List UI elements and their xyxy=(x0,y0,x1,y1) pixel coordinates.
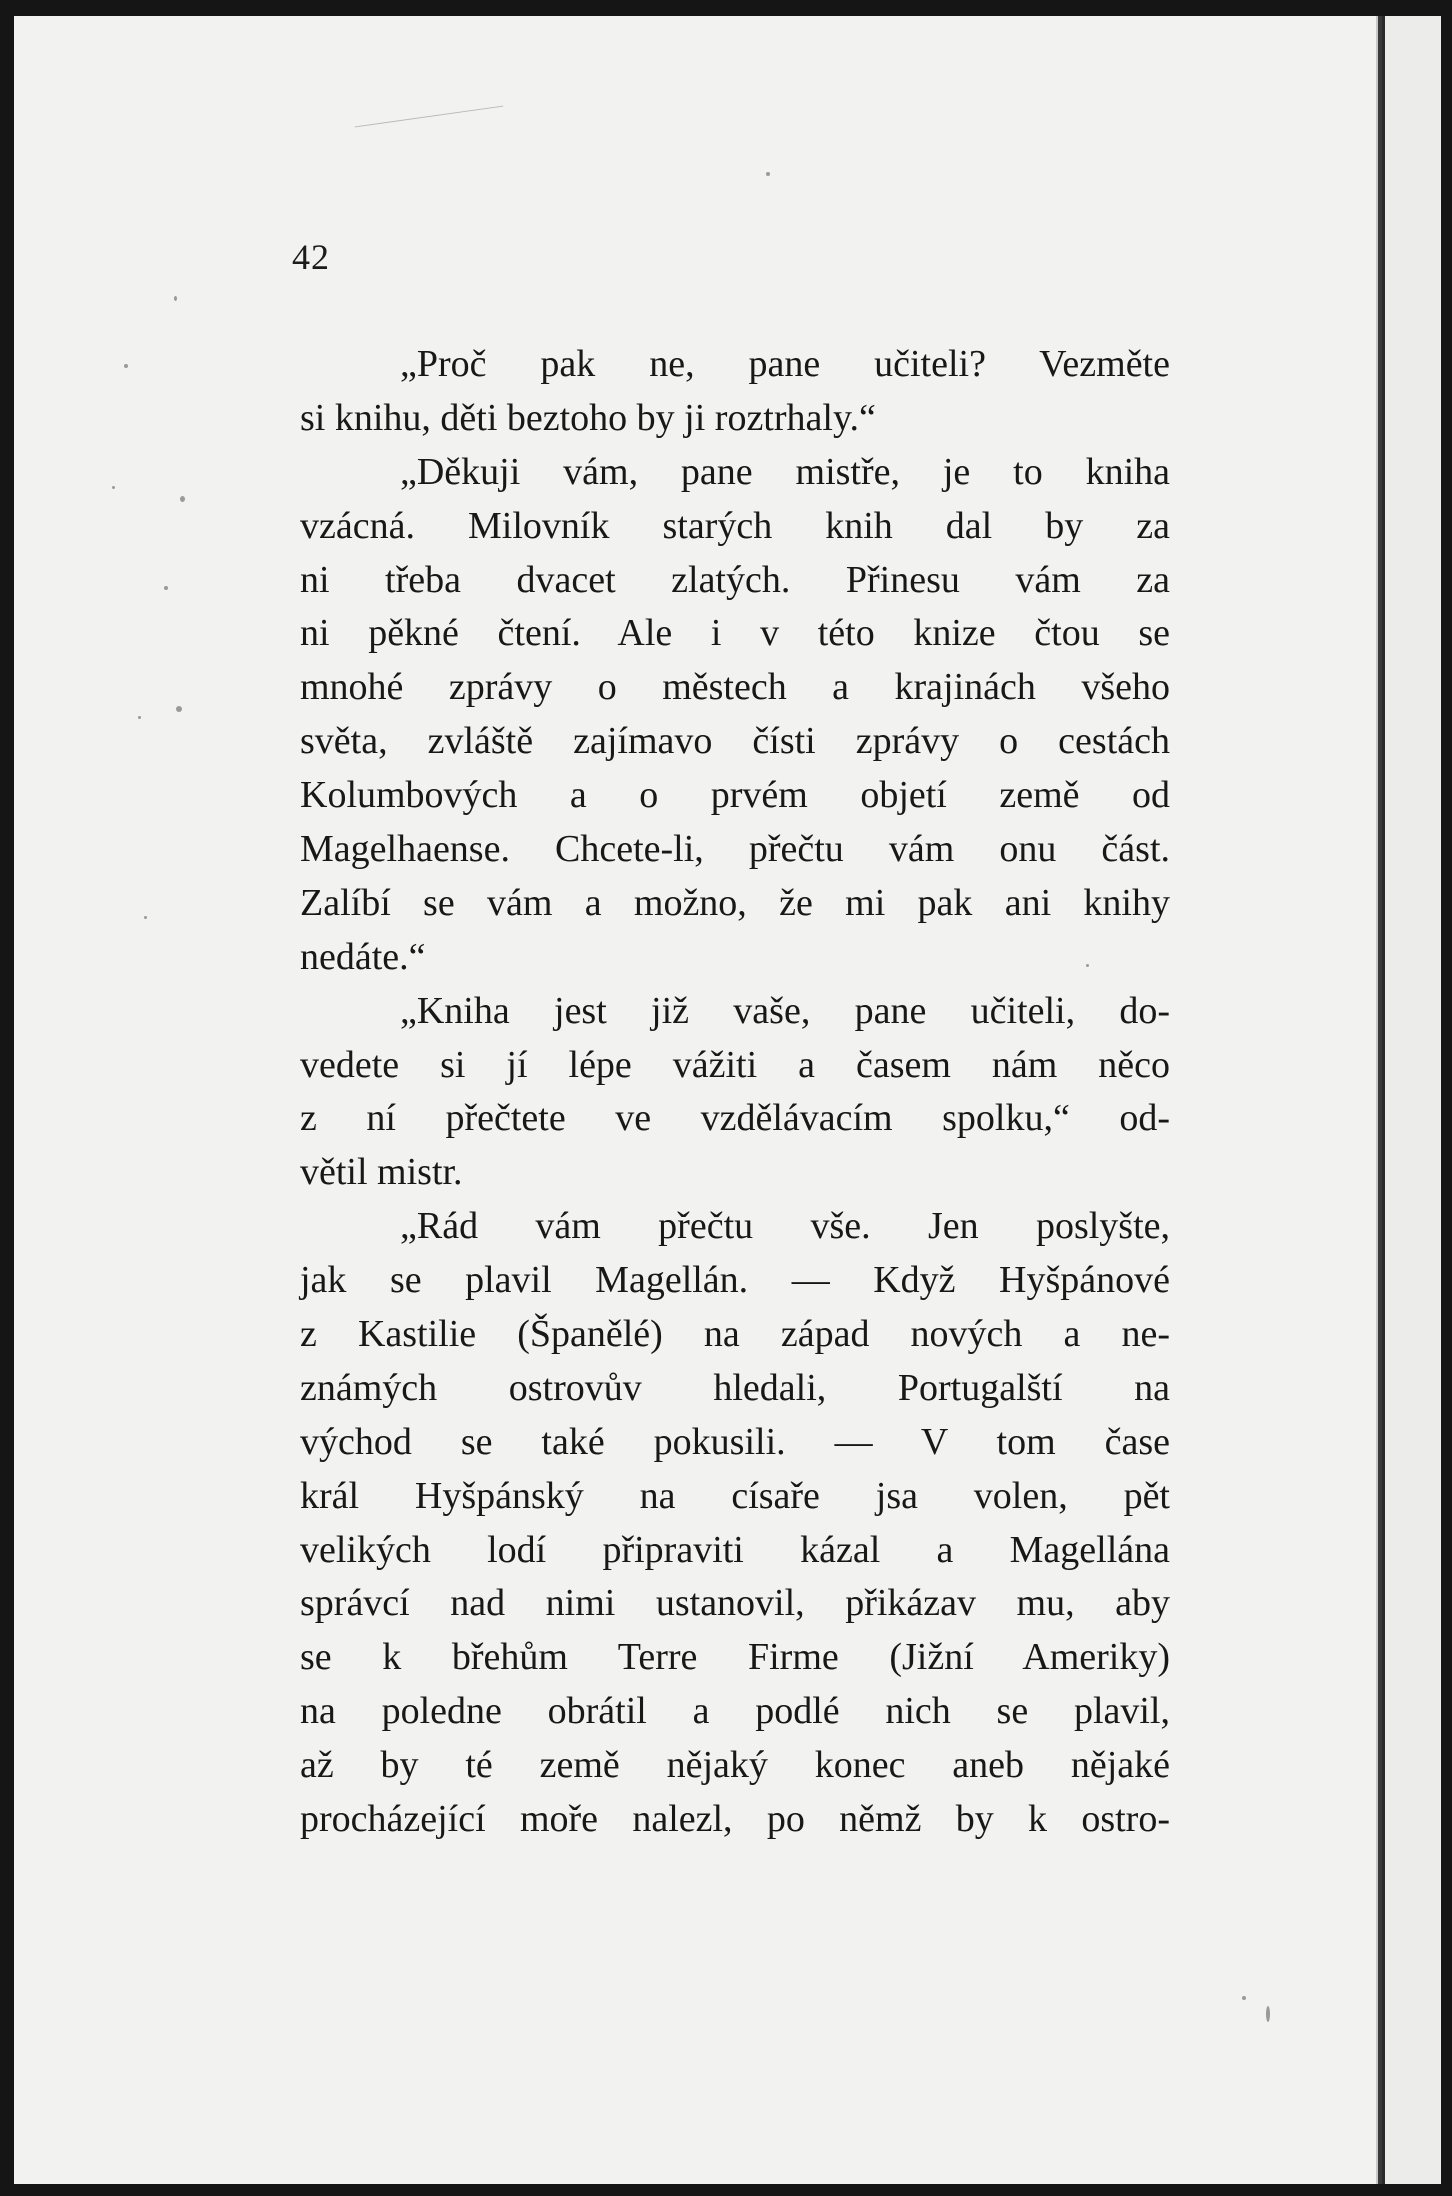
text-line: „Děkuji vám, pane mistře, je to kniha xyxy=(400,450,1170,493)
text-line: východ se také pokusili. — V tom čase xyxy=(300,1420,1170,1463)
text-line: Magelhaense. Chcete-li, přečtu vám onu část. xyxy=(300,828,1170,871)
paper-speck xyxy=(112,486,115,489)
paper-speck xyxy=(164,586,168,590)
text-line: Kolumbových a o prvém objetí země od xyxy=(300,774,1170,817)
text-line: známých ostrovův hledali, Portugalští na xyxy=(300,1366,1170,1409)
paper-speck xyxy=(1266,2006,1270,2022)
paper-speck xyxy=(174,296,177,301)
paper-speck xyxy=(1242,1996,1246,2000)
text-line: vedete si jí lépe vážiti a časem nám něco xyxy=(300,1043,1170,1086)
paper-scratch-mark xyxy=(355,106,504,128)
text-line: „Kniha jest již vaše, pane učiteli, do- xyxy=(400,989,1170,1032)
text-line: „Proč pak ne, pane učiteli? Vezměte xyxy=(400,343,1170,385)
text-line: jak se plavil Magellán. — Když Hyšpánové xyxy=(300,1259,1170,1302)
text-line: na poledne obrátil a podlé nich se plavil, xyxy=(300,1690,1170,1733)
paper-speck xyxy=(176,706,182,712)
text-line: vzácná. Milovník starých knih dal by za xyxy=(300,504,1170,547)
text-line: procházející moře nalezl, po němž by k ostro- xyxy=(300,1798,1170,1841)
text-line: nedáte.“ xyxy=(300,935,426,978)
text-line: ni pěkné čtení. Ale i v této knize čtou se xyxy=(300,612,1170,655)
text-line: si knihu, děti beztoho by ji roztrhaly.“ xyxy=(300,396,876,439)
text-line: „Rád vám přečtu vše. Jen poslyšte, xyxy=(400,1205,1170,1248)
text-line: Zalíbí se vám a možno, že mi pak ani knihy xyxy=(300,881,1170,924)
text-line: správcí nad nimi ustanovil, přikázav mu, aby xyxy=(300,1582,1170,1625)
text-line: větil mistr. xyxy=(300,1151,463,1194)
text-line: se k břehům Terre Firme (Jižní Ameriky) xyxy=(300,1636,1170,1679)
page-number: 42 xyxy=(292,237,330,277)
paper-speck xyxy=(180,496,185,502)
text-line: ni třeba dvacet zlatých. Přinesu vám za xyxy=(300,558,1170,601)
paper-speck xyxy=(124,364,128,368)
text-line: z Kastilie (Španělé) na západ nových a ne- xyxy=(300,1313,1170,1356)
text-line: král Hyšpánský na císaře jsa volen, pět xyxy=(300,1474,1170,1517)
facing-page-edge xyxy=(1382,16,1441,2184)
body-text xyxy=(300,338,1170,1847)
text-line: velikých lodí připraviti kázal a Magellána xyxy=(300,1528,1170,1571)
paper-speck xyxy=(766,172,770,176)
text-line: mnohé zprávy o městech a krajinách všeho xyxy=(300,666,1170,709)
text-line: až by té země nějaký konec aneb nějaké xyxy=(300,1744,1170,1787)
text-line: z ní přečtete ve vzdělávacím spolku,“ od- xyxy=(300,1097,1170,1140)
paper-speck xyxy=(144,916,147,919)
paper-speck xyxy=(138,716,141,719)
text-line: světa, zvláště zajímavo čísti zprávy o cestách xyxy=(300,720,1170,763)
